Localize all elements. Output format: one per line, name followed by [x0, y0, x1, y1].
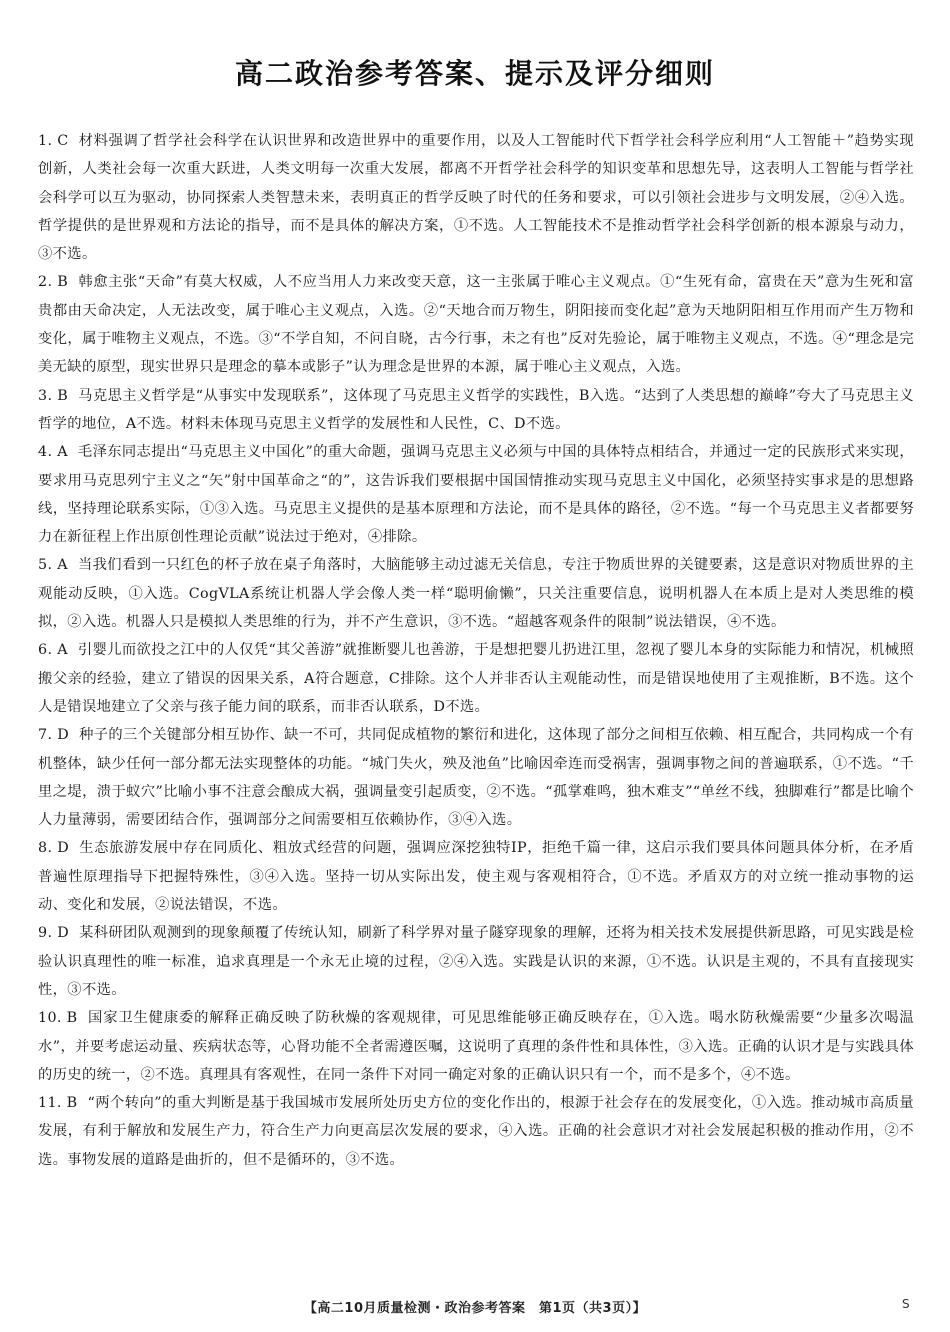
answer-explanation: 国家卫生健康委的解释正确反映了防秋燥的客观规律，可见思维能够正确反映存在，①入选。喝水防秋燥需要“少量多次喝温水”，并要考虑运动量、疾病状态等，心肾功能不全者需遵医嘱，这说明了真理的条件性和具体性，③入选。正确的认识才是与实践具体的历史的统一，②不选。真理具有客观性，在同一条件下对同一确定对象的正确认识只有一个，而不是多个，④不选。 [38, 1010, 914, 1083]
answer-item [38, 1004, 914, 1089]
answer-item [38, 721, 914, 834]
answer-item [38, 636, 914, 721]
answer-number: 3. B [38, 387, 69, 404]
answer-number: 5. A [38, 557, 68, 574]
answer-explanation: 种子的三个关键部分相互协作、缺一不可，共同促成植物的繁衍和进化，这体现了部分之间相互依赖、相互配合，共同构成一个有机整体，缺少任何一部分都无法实现整体的功能。“城门失火，殃及池鱼”比喻因牵连而受祸害，强调事物之间的普遍联系，①不选。“千里之堤，溃于蚁穴”比喻小事不注意会酿成大祸，强调量变引起质变，②不选。“孤掌难鸣，独木难支”“单丝不线，独脚难行”都是比喻个人力量薄弱，需要团结合作，强调部分之间需要相互依赖协作，③④入选。 [38, 727, 914, 829]
answer-item [38, 268, 914, 381]
answer-explanation: 马克思主义哲学是“从事实中发现联系”，这体现了马克思主义哲学的实践性，B入选。“达到了人类思想的巅峰”夸大了马克思主义哲学的地位，A不选。材料未体现马克思主义哲学的发展性和人民性，C、D不选。 [38, 387, 914, 432]
page-footer [0, 1297, 950, 1332]
answer-explanation: 当我们看到一只红色的杯子放在桌子角落时，大脑能够主动过滤无关信息，专注于物质世界的关键要素，这是意识对物质世界的主观能动反映，①入选。CogVLA系统让机器人学会像人类一样“聪明偷懒”，只关注重要信息，说明机器人在本质上是对人类思维的模拟，②入选。机器人只是模拟人类思维的行为，并不产生意识，③不选。“超越客观条件的限制”说法错误，④不选。 [38, 557, 914, 631]
answer-explanation: 某科研团队观测到的现象颠覆了传统认知，刷新了科学界对量子隧穿现象的理解，还将为相关技术发展提供新思路，可见实践是检验认识真理性的唯一标准，追求真理是一个永无止境的过程，②④入选。实践是认识的来源，①不选。认识是主观的，不具有直接现实性，③不选。 [38, 925, 914, 998]
footer-mark: S [902, 1297, 910, 1311]
page-title: 高二政治参考答案、提示及评分细则 [234, 57, 715, 90]
answer-number: 11. B [38, 1095, 78, 1112]
answer-item [38, 127, 914, 268]
answer-number: 6. A [38, 642, 68, 659]
answer-number: 4. A [38, 444, 68, 461]
answer-number: 9. D [38, 925, 70, 942]
answer-number: 1. C [38, 133, 69, 149]
answer-explanation: 生态旅游发展中存在同质化、粗放式经营的问题，强调应深挖独特IP，拒绝千篇一律，这启示我们要具体问题具体分析，在矛盾普遍性原理指导下把握特殊性，③④入选。坚持一切从实际出发，使主观与客观相符合，①不选。矛盾双方的对立统一推动事物的运动、变化和发展，②说法错误，不选。 [38, 840, 914, 914]
answer-explanation: 材料强调了哲学社会科学在认识世界和改造世界中的重要作用，以及人工智能时代下哲学社会科学应利用“人工智能＋”趋势实现创新，人类社会每一次重大跃进，人类文明每一次重大发展，都离不开哲学社会科学的知识变革和思想先导，这表明人工智能与哲学社会科学可以互为驱动，协同探索人类智慧未来，表明真正的哲学反映了时代的任务和要求，可以引领社会进步与文明发展，②④入选。哲学提供的是世界观和方法论的指导，而不是具体的解决方案，①不选。人工智能技术不是推动哲学社会科学创新的根本源泉与动力，③不选。 [38, 133, 914, 263]
answer-item [38, 551, 914, 636]
answer-explanation: “两个转向”的重大判断是基于我国城市发展所处历史方位的变化作出的，根源于社会存在的发展变化，①入选。推动城市高质量发展，有利于解放和发展生产力，符合生产力向更高层次发展的要求，④入选。正确的社会意识才对社会发展起积极的推动作用，②不选。事物发展的道路是曲折的，但不是循环的，③不选。 [38, 1095, 914, 1168]
answer-item [38, 438, 914, 551]
footer-page-info: 【高二10月质量检测・政治参考答案 第1页（共3页）】 [303, 1301, 647, 1316]
answer-item [38, 834, 914, 919]
answer-explanation: 毛泽东同志提出“马克思主义中国化”的重大命题，强调马克思主义必须与中国的具体特点相结合，并通过一定的民族形式来实现，要求用马克思列宁主义之“矢”射中国革命之“的”，这告诉我们要根据中国国情推动实现马克思主义中国化，必须坚持实事求是的思想路线，坚持理论联系实际，①③入选。马克思主义提供的是基本原理和方法论，而不是具体的路径，②不选。“每一个马克思主义者都要努力在新征程上作出原创性理论贡献”说法过于绝对，④排除。 [38, 444, 914, 546]
answer-number: 10. B [38, 1010, 78, 1027]
answer-number: 8. D [38, 840, 70, 857]
answer-explanation: 引婴儿而欲投之江中的人仅凭“其父善游”就推断婴儿也善游，于是想把婴儿扔进江里，忽视了婴儿本身的实际能力和情况，机械照搬父亲的经验，建立了错误的因果关系，A符合题意，C排除。这个人并非否认主观能动性，而是错误地使用了主观推断，B不选。这个人是错误地建立了父亲与孩子能力间的联系，而非否认联系，D不选。 [38, 642, 914, 715]
answer-item [38, 382, 914, 439]
answer-item [38, 1089, 914, 1174]
answer-item [38, 919, 914, 1004]
answer-explanation: 韩愈主张“天命”有莫大权威，人不应当用人力来改变天意，这一主张属于唯心主义观点。①“生死有命，富贵在天”意为生死和富贵都由天命决定，人无法改变，属于唯心主义观点，入选。②“天地合而万物生，阴阳接而变化起”意为天地阴阳相互作用而产生万物和变化，属于唯物主义观点，不选。③“不学自知，不问自晓，古今行事，未之有也”反对先验论，属于唯物主义观点，不选。④“理念是完美无缺的原型，现实世界只是理念的摹本或影子”认为理念是世界的本源，属于唯心主义观点，入选。 [38, 274, 914, 376]
answer-number: 2. B [38, 274, 69, 291]
answer-number: 7. D [38, 727, 70, 744]
answer-list [38, 127, 914, 1174]
